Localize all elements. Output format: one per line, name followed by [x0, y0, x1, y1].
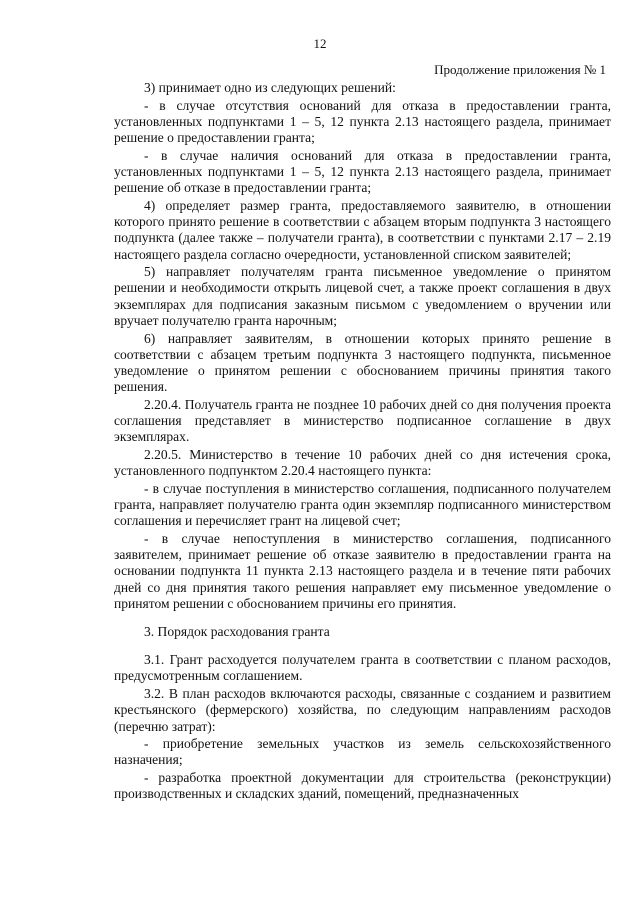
paragraph: 3.2. В план расходов включаются расходы, связанные с созданием и развитием крестьянского (фермерского) хозяйства, по следующим направлениям расходов (перечню затрат):	[114, 686, 611, 734]
paragraph: - в случае отсутствия оснований для отказа в предоставлении гранта, установленных подпунктами 1 – 5, 12 пункта 2.13 настоящего раздела, принимает решение о предоставлении гранта;	[114, 97, 611, 146]
section-heading: 3. Порядок расходования гранта	[144, 624, 330, 639]
paragraph: - в случае наличия оснований для отказа в предоставлении гранта, установленных подпунктами 1 – 5, 12 пункта 2.13 настоящего раздела, принимает решение об отказе в предоставлении гранта;	[114, 147, 611, 196]
document-body	[114, 80, 611, 804]
paragraph: 3) принимает одно из следующих решений:	[144, 80, 396, 95]
paragraph: - в случае непоступления в министерство соглашения, подписанного заявителем, принимает решение об отказе заявителю в предоставлении гранта на основании подпункта 11 пункта 2.13 настоящего раздела и в течение пяти рабочих дней со дня принятия такого решения направляет ему письменное уведомление о принятом решении с обоснованием причины его принятия.	[114, 530, 611, 611]
paragraph: 6) направляет заявителям, в отношении которых принято решение в соответствии с абзацем третьим подпункта 3 настоящего подпункта, письменное уведомление о принятом решении с обоснованием причины принятия такого решения.	[114, 330, 611, 395]
paragraph: 5) направляет получателям гранта письменное уведомление о принятом решении и необходимости открыть лицевой счет, а также проект соглашения в двух экземплярах для подписания заказным письмом с уведомлением о вручении или вручает получателю гранта нарочным;	[114, 264, 611, 328]
paragraph: 4) определяет размер гранта, предоставляемого заявителю, в отношении которого принято решение в соответствии с абзацем вторым подпункта 3 настоящего подпункта (далее также – получатели гранта), в соответствии с пунктами 2.17 – 2.19 настоящего раздела согласно очередности, установленной списком заявителей;	[114, 197, 611, 262]
paragraph: - в случае поступления в министерство соглашения, подписанного получателем гранта, направляет получателю гранта один экземпляр подписанного министерством соглашения и перечисляет грант на лицевой счет;	[114, 480, 611, 529]
paragraph: - приобретение земельных участков из земель сельскохозяйственного назначения;	[114, 736, 611, 768]
paragraph: 3.1. Грант расходуется получателем гранта в соответствии с планом расходов, предусмотренным соглашением.	[114, 652, 611, 684]
appendix-continuation-note: Продолжение приложения № 1	[434, 62, 606, 77]
page-number: 12	[313, 36, 327, 51]
paragraph: - разработка проектной документации для строительства (реконструкции) производственных и складских зданий, помещений, предназначенных	[114, 770, 611, 802]
paragraph: 2.20.5. Министерство в течение 10 рабочих дней со дня истечения срока, установленного подпунктом 2.20.4 настоящего пункта:	[114, 446, 611, 479]
paragraph: 2.20.4. Получатель гранта не позднее 10 рабочих дней со дня получения проекта соглашения представляет в министерство подписанное соглашение в двух экземплярах.	[114, 396, 611, 445]
